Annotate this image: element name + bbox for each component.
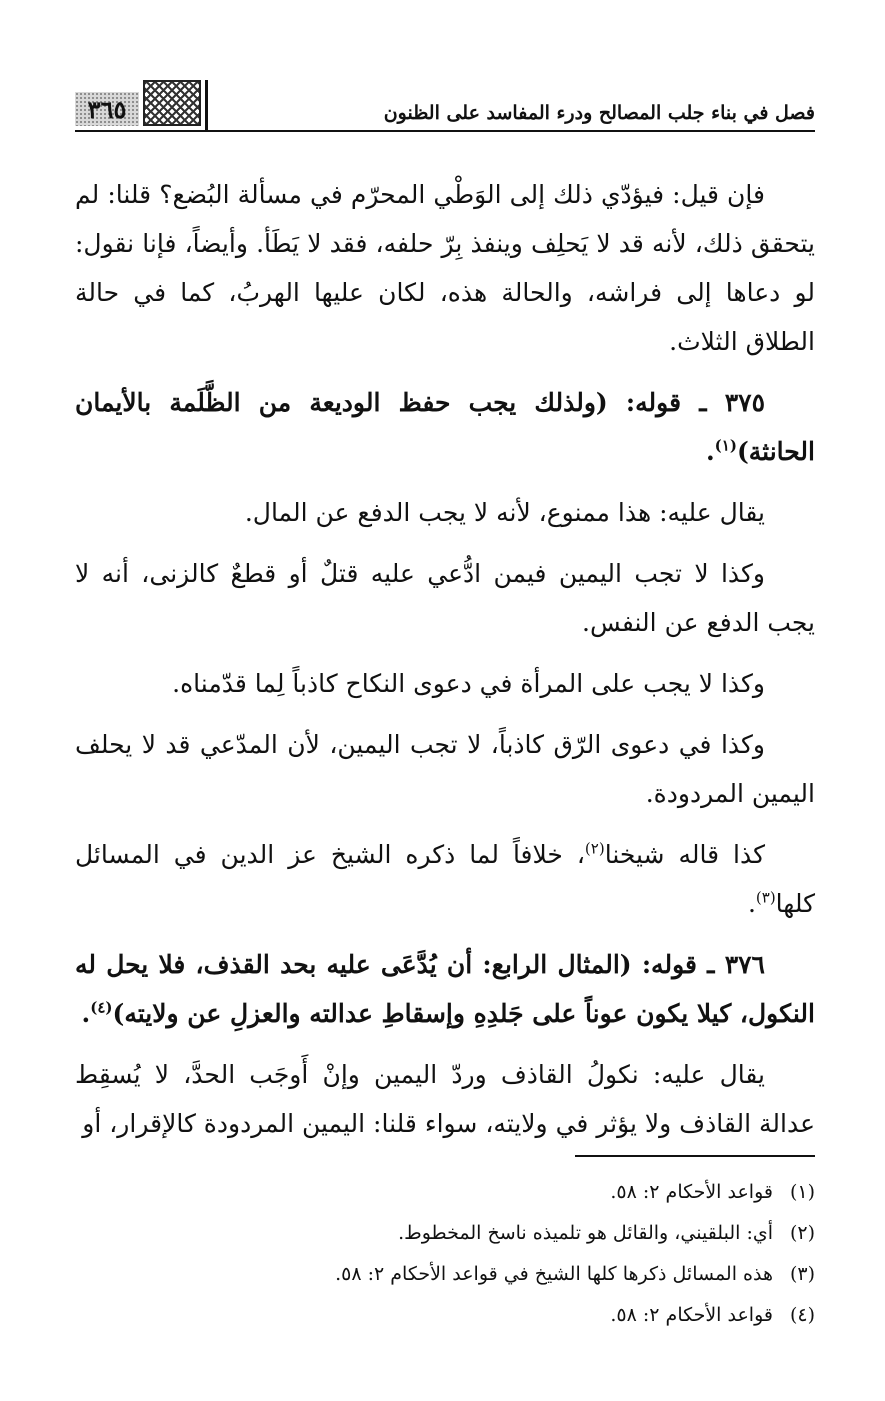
paragraph xyxy=(75,488,815,537)
footnote-rule xyxy=(575,1155,815,1157)
footnote xyxy=(75,1257,815,1292)
main-text xyxy=(75,170,815,1160)
running-title: فصل في بناء جلب المصالح ودرء المفاسد على الظنون xyxy=(383,102,815,124)
paragraph-bold xyxy=(75,378,815,476)
paragraph-text: وكذا لا يجب على المرأة في دعوى النكاح كاذباً لِما قدّمناه. xyxy=(172,669,765,698)
running-header xyxy=(75,72,815,132)
footnote xyxy=(75,1298,815,1333)
footnote-marker: (١) xyxy=(789,1181,815,1203)
footnote-marker: (٤) xyxy=(789,1304,815,1326)
paragraph xyxy=(75,170,815,366)
footnote-ref[interactable]: (١) xyxy=(714,436,737,455)
footnote xyxy=(75,1175,815,1210)
paragraph-tail: . xyxy=(81,999,91,1028)
paragraph-text: يقال عليه: هذا ممنوع، لأنه لا يجب الدفع عن المال. xyxy=(244,498,765,527)
paragraph-tail: . xyxy=(705,437,715,466)
page-number: ٣٦٥ xyxy=(75,92,139,126)
paragraph-text: وكذا في دعوى الرّق كاذباً، لا تجب اليمين، لأن المدّعي قد لا يحلف اليمين المردودة. xyxy=(75,730,815,808)
paragraph xyxy=(75,1050,815,1148)
paragraph-text: فإن قيل: فيؤدّي ذلك إلى الوَطْي المحرّم في مسألة البُضع؟ قلنا: لم يتحقق ذلك، لأنه قد لا يَحلِف وينفذ بِرّ حلفه، فقد لا يَطَأ. وأيضاً، فإنا نقول: لو دعاها إلى فراشه، والحالة هذه، لكان عليها الهربُ، كما في حالة الطلاق الثلاث. xyxy=(75,180,815,356)
footnote-text: هذه المسائل ذكرها كلها الشيخ في قواعد الأحكام ٢: ٥٨. xyxy=(335,1263,773,1285)
paragraph-bold xyxy=(75,940,815,1038)
paragraph-text: ٣٧٥ ـ قوله: (ولذلك يجب حفظ الوديعة من الظَّلَمة بالأيمان الحانثة) xyxy=(75,388,815,466)
footnote-text: قواعد الأحكام ٢: ٥٨. xyxy=(610,1181,773,1203)
paragraph xyxy=(75,549,815,647)
paragraph-tail: . xyxy=(747,889,756,918)
header-divider xyxy=(205,80,208,130)
header-rule xyxy=(75,130,815,132)
footnote-text: أي: البلقيني، والقائل هو تلميذه ناسخ المخطوط. xyxy=(398,1222,773,1244)
footnote xyxy=(75,1216,815,1251)
paragraph xyxy=(75,720,815,818)
paragraph-text: ٣٧٦ ـ قوله: (المثال الرابع: أن يُدَّعَى عليه بحد القذف، فلا يحل له النكول، كيلا يكون عوناً على جَلدِهِ وإسقاطِ عدالته والعزلِ عن ولايته) xyxy=(75,950,815,1028)
paragraph-text: كذا قاله شيخنا xyxy=(604,840,765,869)
paragraph xyxy=(75,830,815,928)
footnote-ref[interactable]: (٢) xyxy=(584,839,605,858)
footnote-ref[interactable]: (٣) xyxy=(755,888,776,907)
footnote-ref[interactable]: (٤) xyxy=(90,998,113,1017)
paragraph-tail: ، خلافاً لما ذكره الشيخ عز الدين في المسائل كلها xyxy=(75,840,815,918)
footnote-text: قواعد الأحكام ٢: ٥٨. xyxy=(610,1304,773,1326)
paragraph-text: وكذا لا تجب اليمين فيمن ادُّعي عليه قتلٌ أو قطعٌ كالزنى، أنه لا يجب الدفع عن النفس. xyxy=(75,559,815,637)
footnotes xyxy=(75,1175,815,1339)
paragraph xyxy=(75,659,815,708)
footnote-marker: (٢) xyxy=(789,1222,815,1244)
paragraph-text: يقال عليه: نكولُ القاذف وردّ اليمين وإنْ أَوجَب الحدَّ، لا يُسقِط عدالة القاذف ولا يؤثر في ولايته، سواء قلنا: اليمين المردودة كالإقرار، أو xyxy=(75,1060,815,1138)
footnote-marker: (٣) xyxy=(789,1263,815,1285)
ornament-icon xyxy=(143,80,201,126)
